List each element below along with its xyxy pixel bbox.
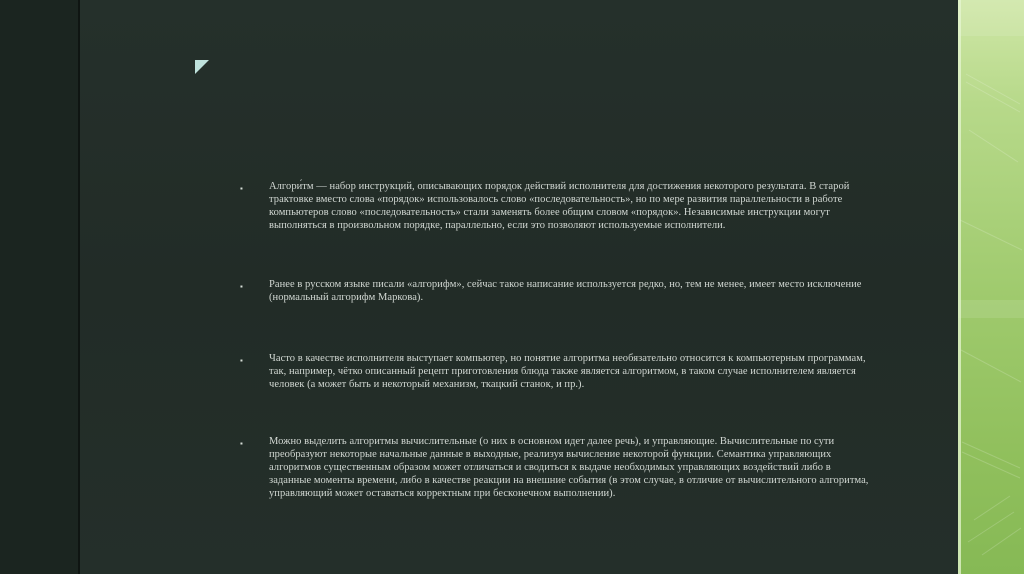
- paragraph-line: Ранее в русском языке писали «алгорифм», сейчас такое написание используется редко, но, тем не менее, имеет место исключение: [269, 279, 862, 290]
- paragraph-text: [269, 278, 889, 304]
- right-decorative-band: [958, 0, 1024, 574]
- bullet-marker: ▪: [240, 439, 243, 448]
- paragraph-line: управляющий может оставаться корректным при бесконечном выполнении).: [269, 488, 616, 499]
- paragraph-line: так, например, чётко описанный рецепт приготовления блюда также является алгоритмом, в таком случае исполнителем является: [269, 366, 856, 377]
- paragraph-line: алгоритмов существенным образом может отличаться и сводиться к выдаче необходимых управляющих воздействий либо в: [269, 462, 831, 473]
- paragraph-line: (нормальный алгорифм Маркова).: [269, 292, 424, 303]
- paragraph-line: человек (а может быть и некоторый механизм, ткацкий станок, и пр.).: [269, 379, 585, 390]
- right-edge-highlight: [958, 0, 961, 574]
- bullet-marker: ▪: [240, 282, 243, 291]
- paragraph-line: Можно выделить алгоритмы вычислительные (о них в основном идет далее речь), и управляющие. Вычислительные по сути: [269, 436, 835, 447]
- paragraph-line: преобразуют некоторые начальные данные в выходные, реализуя вычисление некоторой функции. Семантика управляющих: [269, 449, 832, 460]
- decorative-lines-graphic: [958, 0, 1024, 574]
- bullet-marker: ▪: [240, 184, 243, 193]
- paragraph-line: компьютеров слово «последовательность» стали заменять более общим словом «порядок». Независимые инструкции могут: [269, 207, 830, 218]
- paragraph-text: [269, 435, 889, 500]
- left-sidebar-band: [0, 0, 78, 574]
- paragraph-text: [269, 180, 889, 232]
- paragraph-line: Алгори́тм — набор инструкций, описывающих порядок действий исполнителя для достижения некоторого результата. В старой: [269, 181, 850, 192]
- paragraph-text: [269, 352, 889, 391]
- paragraph-line: трактовке вместо слова «порядок» использовалось слово «последовательность», но по мере развития параллельности в работе: [269, 194, 843, 205]
- corner-triangle-mark: [195, 60, 209, 74]
- paragraph-line: Часто в качестве исполнителя выступает компьютер, но понятие алгоритма необязательно относится к компьютерным программам,: [269, 353, 866, 364]
- bullet-marker: ▪: [240, 356, 243, 365]
- paragraph-line: заданные моменты времени, либо в качестве реакции на внешние события (в этом случае, в отличие от вычислительного алгоритма,: [269, 475, 869, 486]
- paragraph-line: выполняться в произвольном порядке, параллельно, если это позволяют используемые исполнители.: [269, 220, 726, 231]
